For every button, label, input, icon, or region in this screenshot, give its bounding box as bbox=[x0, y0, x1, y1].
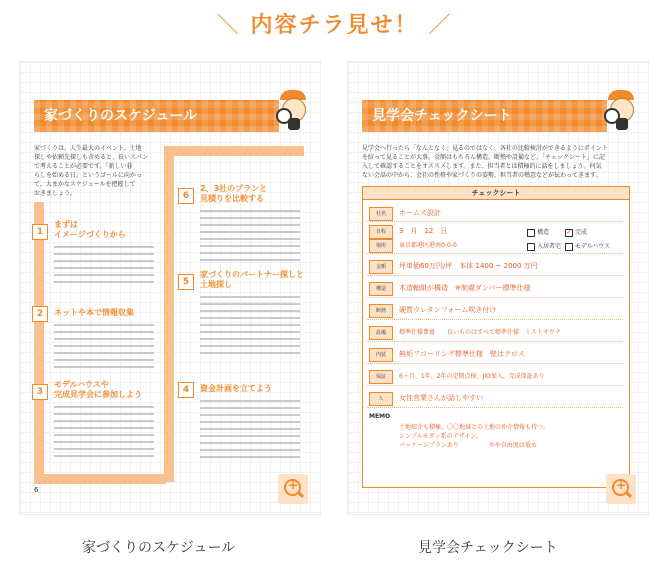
page-checksheet[interactable] bbox=[348, 62, 648, 514]
check-sheet bbox=[362, 186, 630, 488]
zoom-in-button[interactable] bbox=[606, 474, 636, 504]
step-number: 4 bbox=[178, 382, 194, 398]
page-intro: 家づくりは、人生最大のイベント。土地 探しや依頼先探しも含めると、長いスパン で考えることが必要です。「新しい暮 らしを始める日」というゴールに向かっ て、大まかなスケジュールを把握して おきましょう。 bbox=[34, 145, 149, 197]
mascot-icon bbox=[276, 90, 310, 130]
step-title: 2、3社のプランと 見積りを比較する bbox=[200, 184, 268, 203]
step-number: 6 bbox=[178, 188, 194, 204]
banner-title: 内容チラ見せ！ bbox=[250, 13, 419, 38]
banner-slash-right: ／ bbox=[428, 13, 453, 38]
sheet-row: 保証 6ヶ月、1年、2年の定期点検、JIO加入、完成保証あり bbox=[367, 367, 623, 386]
page-number: 6 bbox=[34, 486, 39, 494]
step-body bbox=[54, 324, 154, 373]
caption-checksheet: 見学会チェックシート bbox=[418, 540, 558, 556]
caption-schedule: 家づくりのスケジュール bbox=[82, 540, 236, 556]
model-checkbox[interactable]: モデルハウス bbox=[565, 241, 610, 251]
step-title: 資金計画を立てよう bbox=[200, 384, 272, 393]
step-title: ネットや本で情報収集 bbox=[54, 308, 134, 317]
sheet-row: 断熱 硬質ウレタンフォーム吹き付け bbox=[367, 301, 623, 320]
memo-text: 土地紹介も積極。〇〇地域との土地の仲介情報も持つ。 シンプルモダン系のデザイン。 パッケージプランあり やや自由度は低め bbox=[399, 424, 549, 449]
schedule-path-bottom bbox=[34, 472, 166, 484]
step-body bbox=[54, 406, 154, 462]
step-number: 1 bbox=[32, 224, 48, 240]
page-schedule[interactable] bbox=[20, 62, 320, 514]
step-title: まずは イメージづくりから bbox=[54, 220, 126, 239]
sheet-row-schedule: 日程 3 月 12 日 場所 東京都港区港南0-0-0 構造 ✓ 完成 入居者宅 モデルハウス bbox=[367, 223, 623, 254]
mascot-icon bbox=[604, 90, 638, 130]
sheet-row: 内装 無垢フローリング標準仕様 壁はクロス bbox=[367, 345, 623, 364]
schedule-path-top bbox=[164, 146, 304, 158]
step-number: 5 bbox=[178, 274, 194, 290]
schedule-path-right bbox=[164, 146, 176, 482]
step-body bbox=[200, 400, 300, 463]
memo-label: MEMO bbox=[369, 413, 391, 420]
zoom-in-button[interactable] bbox=[278, 474, 308, 504]
resident-checkbox[interactable]: 入居者宅 bbox=[527, 241, 561, 251]
sheet-row: 人 女性営業さんが話しやすい bbox=[367, 389, 623, 408]
page-heading: 家づくりのスケジュール bbox=[34, 100, 279, 132]
step-number: 3 bbox=[32, 384, 48, 400]
promo-banner bbox=[0, 8, 669, 39]
step-title: モデルハウスや 完成見学会に参加しよう bbox=[54, 380, 142, 399]
step-body bbox=[200, 296, 300, 359]
sheet-row: 設備 標準仕様豊富 良いものはすべて標準仕様 ミストサウナ bbox=[367, 323, 623, 342]
structure-checkbox[interactable]: 構造 bbox=[527, 227, 549, 237]
step-title: 家づくりのパートナー探しと 土地探し bbox=[200, 270, 304, 289]
step-number: 2 bbox=[32, 306, 48, 322]
sheet-row: 構造 木造軸組が構造 ※制震ダンパー標準仕様 bbox=[367, 279, 623, 298]
page-heading: 見学会チェックシート bbox=[362, 100, 607, 132]
sheet-row: 金額 坪単価60万円/坪 本体 1400 ~ 2000 万円 bbox=[367, 257, 623, 276]
page-intro: 見学会へ行ったら「なんとなく」見るのではなく、各社の比較検討ができるようにポイント を絞って見ることが大事。金額はもちろん構造、断熱や設備など、「チェックシート」に記 入して確認することをオススメします。また、担当者とは積極的に話をしましょう。何気 ない会話の中から、会社の性格や家づくりの姿勢、担当者の熱意などが伝わってきます。 bbox=[362, 145, 608, 179]
step-body bbox=[200, 210, 300, 266]
sheet-title: チェックシート bbox=[363, 187, 629, 200]
complete-checkbox[interactable]: ✓ 完成 bbox=[566, 227, 588, 236]
schedule-path bbox=[34, 202, 46, 484]
banner-slash-left: ＼ bbox=[216, 13, 241, 38]
sheet-row: 社名 ホームズ設計 bbox=[367, 205, 623, 222]
step-body bbox=[54, 246, 154, 288]
